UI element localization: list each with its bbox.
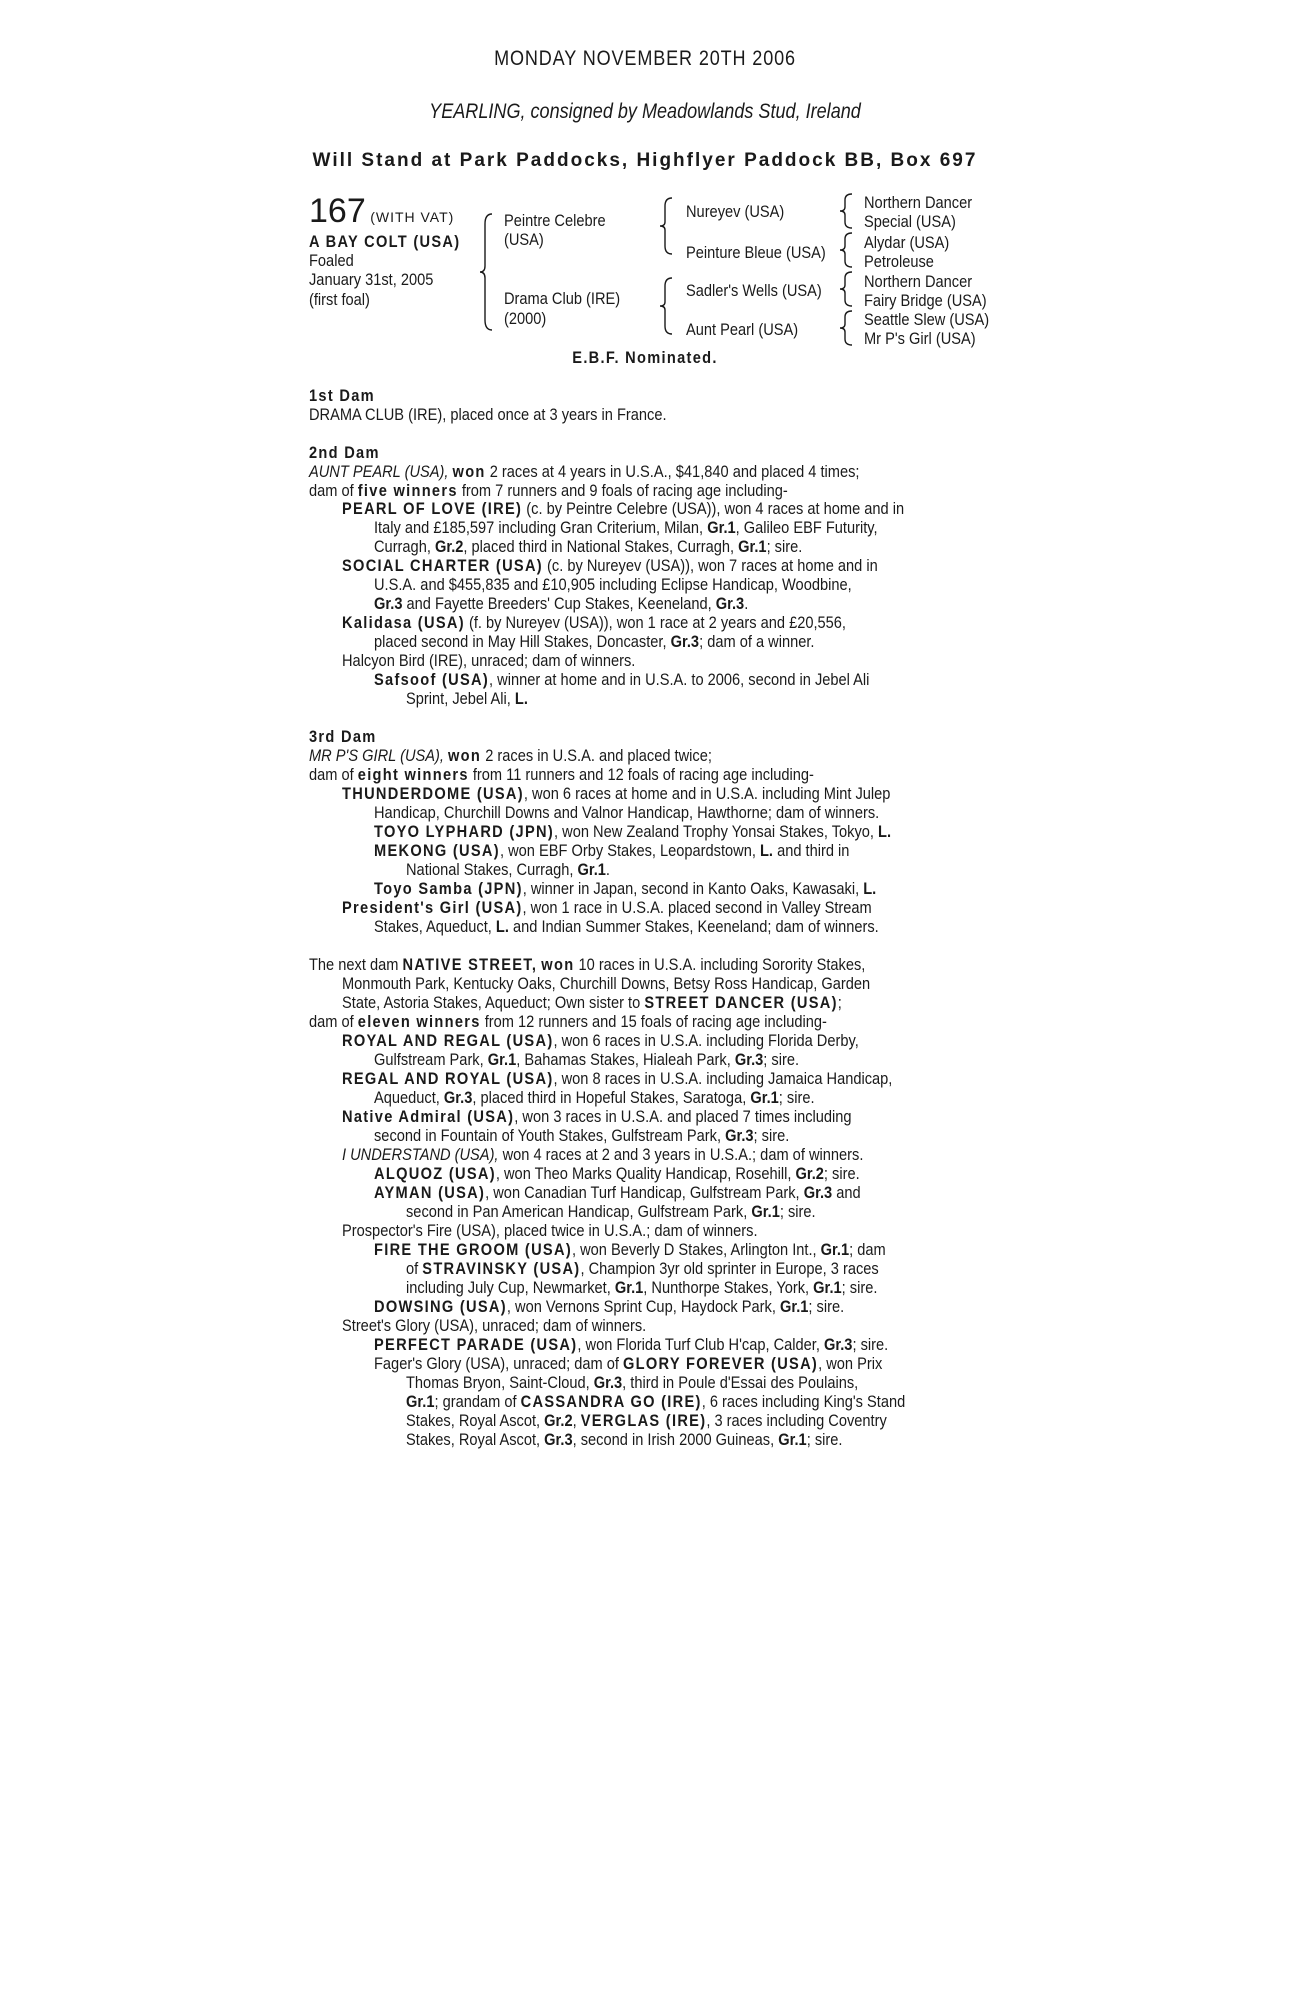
next-dam-line3: [342, 993, 842, 1013]
second-dam-name: AUNT PEARL (USA),: [309, 462, 449, 481]
horse-name: STREET DANCER (USA): [644, 993, 838, 1012]
first-foal: (first foal): [309, 290, 370, 309]
record: and Indian Summer Stakes, Keeneland; dam of winners.: [512, 917, 879, 936]
won-word: won: [448, 746, 482, 765]
grade: Gr.1: [738, 537, 767, 556]
pedigree-dam: Drama Club (IRE): [504, 289, 621, 308]
produce-regal-and-royal: [342, 1069, 892, 1089]
first-dam-text: DRAMA CLUB (IRE), placed once at 3 years in France.: [309, 405, 667, 424]
grade: L.: [863, 879, 877, 898]
next-dam-line: [309, 955, 865, 975]
pedigree-dsd: Fairy Bridge (USA): [864, 291, 987, 310]
record: (c. by Peintre Celebre (USA)), won 4 races at home and in: [526, 499, 905, 518]
pedigree-brace-ds: [840, 270, 856, 308]
third-dam-heading: 3rd Dam: [309, 727, 377, 746]
third-dam-produce: [309, 765, 814, 785]
third-dam-line: [309, 746, 712, 766]
horse-name: PEARL OF LOVE (IRE): [342, 499, 523, 518]
horse-name: MEKONG (USA): [374, 841, 500, 860]
record: ; sire.: [808, 1297, 845, 1316]
foaled-label: Foaled: [309, 251, 354, 270]
grade: Gr.1: [487, 1050, 517, 1069]
record: ; sire.: [778, 1088, 815, 1107]
record: ; grandam of: [434, 1392, 517, 1411]
record: (c. by Nureyev (USA)), won 7 races at home and in: [547, 556, 878, 575]
grade: Gr.2: [544, 1411, 573, 1430]
record: ; sire.: [823, 1164, 860, 1183]
record: Aqueduct,: [374, 1088, 440, 1107]
horse-name: Toyo Samba (JPN): [374, 879, 523, 898]
record: , winner in Japan, second in Kanto Oaks, Kawasaki,: [522, 879, 860, 898]
record: , won Theo Marks Quality Handicap, Rosehill,: [495, 1164, 792, 1183]
lot-number: 167: [309, 192, 366, 230]
horse-name: TOYO LYPHARD (JPN): [374, 822, 555, 841]
dam-of: dam of: [309, 765, 354, 784]
produce-streets-glory: Street's Glory (USA), unraced; dam of winners.: [342, 1316, 647, 1335]
record: , won 1 race in U.S.A. placed second in Valley Stream: [522, 898, 872, 917]
pedigree-brace-ss: [840, 192, 856, 230]
record: Stakes, Royal Ascot,: [406, 1411, 541, 1430]
next-dam-produce: [309, 1012, 827, 1032]
produce-mekong: [374, 841, 849, 861]
grade: Gr.2: [795, 1164, 824, 1183]
horse-name: SOCIAL CHARTER (USA): [342, 556, 543, 575]
pedigree-sire-country: (USA): [504, 230, 544, 249]
record: and: [836, 1183, 861, 1202]
grade: Gr.1: [751, 1202, 780, 1221]
produce-line: [406, 1202, 816, 1222]
grade: Gr.1: [750, 1088, 779, 1107]
stand-location: Will Stand at Park Paddocks, Highflyer Paddock BB, Box 697: [312, 150, 978, 171]
second-dam-record: 2 races at 4 years in U.S.A., $41,840 and placed 4 times;: [489, 462, 860, 481]
next-dam-intro: The next dam: [309, 955, 399, 974]
record: won 4 races at 2 and 3 years in U.S.A.; dam of winners.: [502, 1145, 864, 1164]
horse-name: THUNDERDOME (USA): [342, 784, 524, 803]
record: , Bahamas Stakes, Hialeah Park,: [516, 1050, 731, 1069]
pedigree-brace-sd: [840, 231, 856, 269]
pedigree-ddd: Mr P's Girl (USA): [864, 329, 976, 348]
record: , won Prix: [818, 1354, 883, 1373]
record: ; sire.: [763, 1050, 800, 1069]
record: , third in Poule d'Essai des Poulains,: [622, 1373, 859, 1392]
pedigree-dds: Seattle Slew (USA): [864, 310, 990, 329]
record: , won New Zealand Trophy Yonsai Stakes, Tokyo,: [554, 822, 874, 841]
grade: L.: [495, 917, 509, 936]
record: (f. by Nureyev (USA)), won 1 race at 2 years and £20,556,: [468, 613, 847, 632]
record: Thomas Bryon, Saint-Cloud,: [406, 1373, 590, 1392]
record: , winner at home and in U.S.A. to 2006, second in Jebel Ali: [489, 670, 870, 689]
record: Italy and £185,597 including Gran Criterium, Milan,: [374, 518, 704, 537]
produce-line: [406, 1411, 887, 1431]
produce-line: [406, 1278, 877, 1298]
pedigree-dam-year: (2000): [504, 309, 547, 328]
grade: Gr.1: [577, 860, 606, 879]
record: , Nunthorpe Stakes, York,: [643, 1278, 810, 1297]
grade: L.: [514, 689, 528, 708]
produce-fire-the-groom: [374, 1240, 886, 1260]
horse-name: DOWSING (USA): [374, 1297, 507, 1316]
grade: Gr.1: [614, 1278, 644, 1297]
produce-prospectors-fire: Prospector's Fire (USA), placed twice in U.S.A.; dam of winners.: [342, 1221, 758, 1240]
produce-pearl-of-love: [342, 499, 904, 519]
next-dam-line2: Monmouth Park, Kentucky Oaks, Churchill Downs, Betsy Ross Handicap, Garden: [342, 974, 871, 993]
record: , won 6 races at home and in U.S.A. including Mint Julep: [523, 784, 891, 803]
produce-line: [374, 917, 879, 937]
produce-royal-and-regal: [342, 1031, 859, 1051]
produce-line: [406, 689, 528, 709]
record: , won EBF Orby Stakes, Leopardstown,: [499, 841, 756, 860]
record: ; sire.: [841, 1278, 878, 1297]
produce-line: [406, 1373, 858, 1393]
pedigree-sds: Alydar (USA): [864, 233, 950, 252]
produce-toyo-lyphard: [374, 822, 891, 842]
horse-name: VERGLAS (IRE): [580, 1411, 707, 1430]
record: second in Pan American Handicap, Gulfstream Park,: [406, 1202, 748, 1221]
lot-description: A BAY COLT (USA): [309, 232, 461, 251]
grade: Gr.3: [593, 1373, 623, 1392]
produce-ayman: [374, 1183, 861, 1203]
horse-name: AYMAN (USA): [374, 1183, 486, 1202]
produce-alquoz: [374, 1164, 860, 1184]
foaled-date: January 31st, 2005: [309, 270, 434, 289]
grade: L.: [760, 841, 773, 860]
produce-line: [374, 1088, 815, 1108]
record: ; sire.: [766, 537, 803, 556]
record: ; sire.: [852, 1335, 889, 1354]
produce-summary: from 7 runners and 9 foals of racing age including-: [461, 481, 788, 500]
record: .: [605, 860, 611, 879]
produce-thunderdome: [342, 784, 890, 804]
record: , placed third in Hopeful Stakes, Saratoga,: [472, 1088, 747, 1107]
record: ; dam of a winner.: [699, 632, 815, 651]
winners-count: five winners: [357, 481, 458, 500]
produce-kalidasa: [342, 613, 846, 633]
record: .: [744, 594, 749, 613]
horse-name: CASSANDRA GO (IRE): [520, 1392, 702, 1411]
record: , 6 races including King's Stand: [701, 1392, 906, 1411]
record: ; sire.: [779, 1202, 816, 1221]
produce-line: [406, 860, 610, 880]
horse-name: Kalidasa (USA): [342, 613, 465, 632]
produce-line: U.S.A. and $455,835 and £10,905 including Eclipse Handicap, Woodbine,: [374, 575, 852, 594]
produce-social-charter: [342, 556, 878, 576]
pedigree-sire-dam: Peinture Bleue (USA): [686, 243, 826, 262]
produce-line: [406, 1259, 879, 1279]
record: Gulfstream Park,: [374, 1050, 484, 1069]
horse-name: REGAL AND ROYAL (USA): [342, 1069, 554, 1088]
horse-name: ALQUOZ (USA): [374, 1164, 496, 1183]
grade: Gr.1: [813, 1278, 842, 1297]
pedigree-dam-dam: Aunt Pearl (USA): [686, 320, 799, 339]
produce-line: [374, 1050, 799, 1070]
grade: Gr.3: [670, 632, 700, 651]
record: , won Beverly D Stakes, Arlington Int.,: [571, 1240, 817, 1259]
winners-count: eleven winners: [357, 1012, 481, 1031]
produce-line: [374, 594, 748, 614]
produce-perfect-parade: [374, 1335, 888, 1355]
record: including July Cup, Newmarket,: [406, 1278, 611, 1297]
pedigree-brace-dd: [840, 309, 856, 347]
grade: Gr.3: [734, 1050, 764, 1069]
produce-summary: from 11 runners and 12 foals of racing age including-: [472, 765, 814, 784]
grade: Gr.3: [803, 1183, 833, 1202]
produce-summary: from 12 runners and 15 foals of racing age including-: [484, 1012, 827, 1031]
grade: Gr.1: [779, 1297, 809, 1316]
record: , Champion 3yr old sprinter in Europe, 3 races: [580, 1259, 879, 1278]
first-dam-heading: 1st Dam: [309, 386, 375, 405]
produce-fagers-glory: [374, 1354, 882, 1374]
pedigree-brace-dam: [660, 276, 676, 336]
lot-vat: (WITH VAT): [370, 209, 455, 225]
produce-line: [374, 518, 878, 538]
next-dam-name: NATIVE STREET,: [402, 955, 538, 974]
record: placed second in May Hill Stakes, Doncaster,: [374, 632, 667, 651]
produce-line: [374, 537, 802, 557]
record: National Stakes, Curragh,: [406, 860, 574, 879]
record: Fager's Glory (USA), unraced; dam of: [374, 1354, 619, 1373]
record: , placed third in National Stakes, Curragh,: [463, 537, 735, 556]
record: , second in Irish 2000 Guineas,: [572, 1430, 775, 1449]
horse-name: GLORY FOREVER (USA): [622, 1354, 819, 1373]
consignor-line: YEARLING, consigned by Meadowlands Stud, Ireland: [429, 100, 861, 123]
pedigree-dss: Northern Dancer: [864, 272, 973, 291]
grade: Gr.3: [544, 1430, 573, 1449]
record: ; sire.: [806, 1430, 843, 1449]
record: 10 races in U.S.A. including Sorority Stakes,: [578, 955, 866, 974]
produce-i-understand: [342, 1145, 863, 1165]
dam-of: dam of: [309, 1012, 354, 1031]
record: ,: [572, 1411, 577, 1430]
horse-name: PERFECT PARADE (USA): [374, 1335, 578, 1354]
second-dam-line: [309, 462, 859, 482]
second-dam-heading: 2nd Dam: [309, 443, 380, 462]
grade: Gr.3: [374, 594, 403, 613]
pedigree-brace-sire: [660, 196, 676, 256]
produce-line: Handicap, Churchill Downs and Valnor Handicap, Hawthorne; dam of winners.: [374, 803, 880, 822]
third-dam-record: 2 races in U.S.A. and placed twice;: [485, 746, 712, 765]
produce-dowsing: [374, 1297, 844, 1317]
produce-halcyon-bird: Halcyon Bird (IRE), unraced; dam of winners.: [342, 651, 636, 670]
won-word: won: [541, 955, 575, 974]
sale-date: MONDAY NOVEMBER 20TH 2006: [494, 47, 796, 70]
grade: Gr.2: [434, 537, 464, 556]
grade: Gr.3: [443, 1088, 473, 1107]
record: , won 6 races in U.S.A. including Florida Derby,: [553, 1031, 859, 1050]
horse-name: I UNDERSTAND (USA),: [342, 1145, 499, 1164]
record: Sprint, Jebel Ali,: [406, 689, 511, 708]
won-word: won: [452, 462, 486, 481]
pedigree-brace-gen1: [480, 212, 500, 332]
grade: Gr.1: [707, 518, 736, 537]
horse-name: STRAVINSKY (USA): [422, 1259, 581, 1278]
record: , won Florida Turf Club H'cap, Calder,: [577, 1335, 820, 1354]
pedigree-sire-sire: Nureyev (USA): [686, 202, 785, 221]
record: State, Astoria Stakes, Aqueduct; Own sister to: [342, 993, 641, 1012]
pedigree-sdd: Petroleuse: [864, 252, 934, 271]
pedigree-sss: Northern Dancer: [864, 193, 973, 212]
record: , won Vernons Sprint Cup, Haydock Park,: [506, 1297, 776, 1316]
produce-line: [406, 1392, 905, 1412]
record: ; sire.: [753, 1126, 790, 1145]
produce-native-admiral: [342, 1107, 852, 1127]
produce-toyo-samba: [374, 879, 876, 899]
grade: Gr.3: [725, 1126, 754, 1145]
horse-name: ROYAL AND REGAL (USA): [342, 1031, 554, 1050]
pedigree-sire: Peintre Celebre: [504, 211, 606, 230]
ebf-nominated: E.B.F. Nominated.: [572, 348, 718, 367]
grade: Gr.1: [406, 1392, 435, 1411]
third-dam-name: MR P'S GIRL (USA),: [309, 746, 444, 765]
record: , won 8 races in U.S.A. including Jamaica Handicap,: [553, 1069, 893, 1088]
pedigree-dam-sire: Sadler's Wells (USA): [686, 281, 822, 300]
record: Stakes, Aqueduct,: [374, 917, 492, 936]
record: , Galileo EBF Futurity,: [735, 518, 878, 537]
second-dam-produce: [309, 481, 788, 501]
grade: Gr.3: [715, 594, 745, 613]
grade: Gr.1: [778, 1430, 807, 1449]
produce-line: [374, 1126, 789, 1146]
record: ;: [837, 993, 842, 1012]
horse-name: President's Girl (USA): [342, 898, 523, 917]
grade: Gr.1: [820, 1240, 850, 1259]
horse-name: Native Admiral (USA): [342, 1107, 515, 1126]
produce-presidents-girl: [342, 898, 872, 918]
pedigree-ssd: Special (USA): [864, 212, 956, 231]
record: of: [406, 1259, 419, 1278]
horse-name: Safsoof (USA): [374, 670, 490, 689]
produce-line: [374, 632, 814, 652]
record: Curragh,: [374, 537, 431, 556]
record: and Fayette Breeders' Cup Stakes, Keeneland,: [406, 594, 712, 613]
grade: Gr.3: [823, 1335, 853, 1354]
record: and third in: [777, 841, 850, 860]
record: ; dam: [849, 1240, 886, 1259]
dam-of: dam of: [309, 481, 354, 500]
record: second in Fountain of Youth Stakes, Gulfstream Park,: [374, 1126, 722, 1145]
record: , won 3 races in U.S.A. and placed 7 times including: [514, 1107, 852, 1126]
lot-number-row: [309, 192, 454, 231]
winners-count: eight winners: [357, 765, 469, 784]
produce-safsoof: [374, 670, 869, 690]
produce-line: [406, 1430, 842, 1450]
grade: L.: [878, 822, 892, 841]
record: Stakes, Royal Ascot,: [406, 1430, 541, 1449]
record: , 3 races including Coventry: [706, 1411, 887, 1430]
record: , won Canadian Turf Handicap, Gulfstream Park,: [485, 1183, 800, 1202]
horse-name: FIRE THE GROOM (USA): [374, 1240, 572, 1259]
